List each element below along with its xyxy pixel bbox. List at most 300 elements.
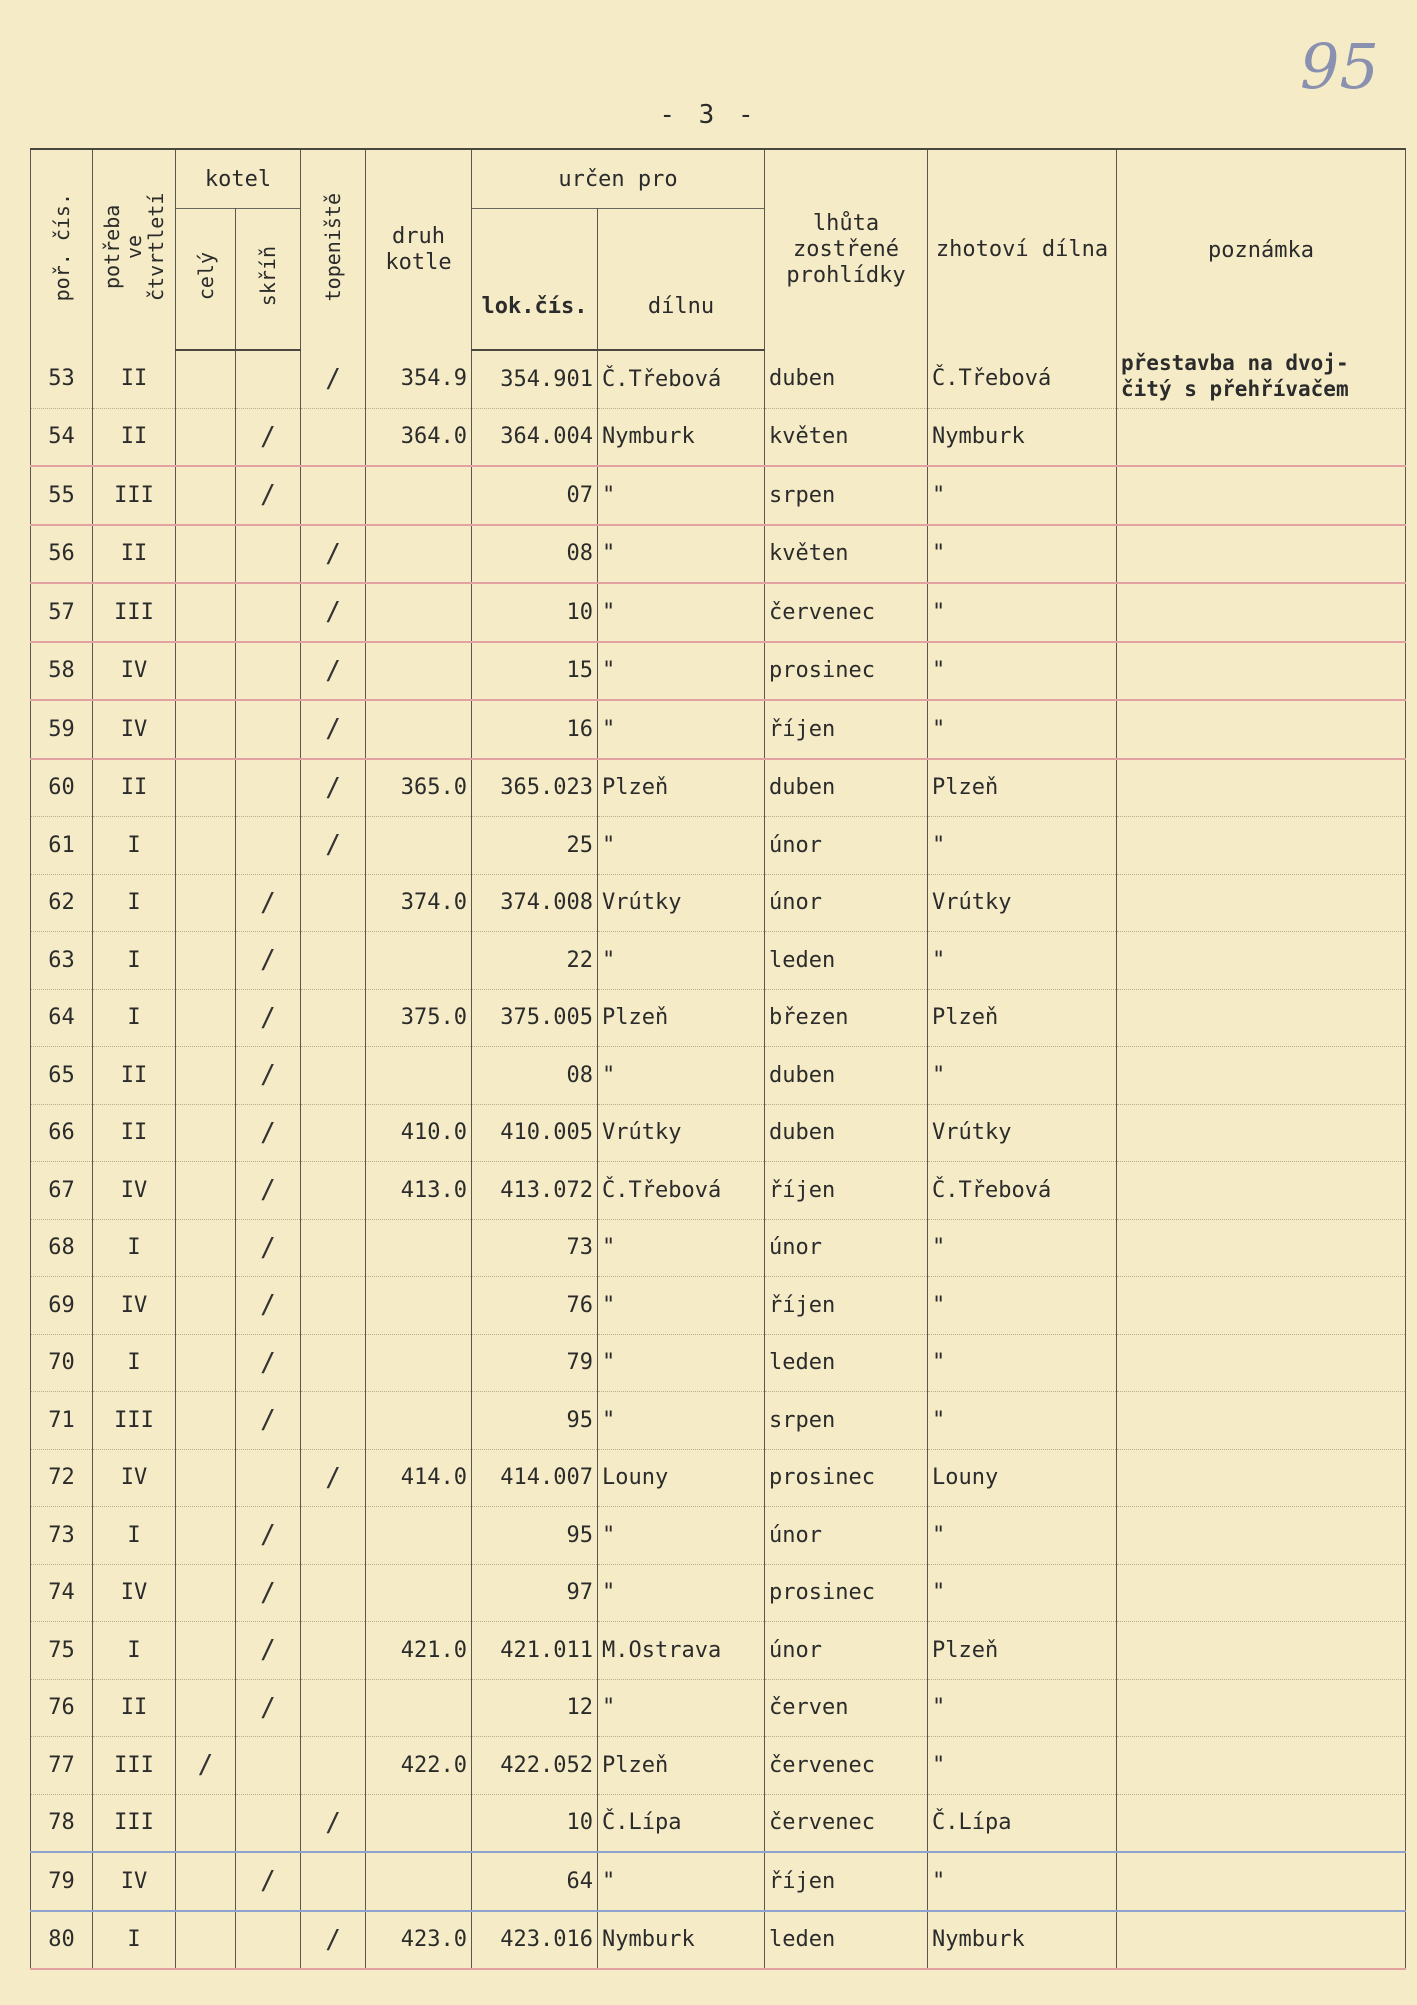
- cell-druh-kotle: 364.0: [366, 408, 472, 466]
- cell-cely: [176, 759, 236, 817]
- cell-skrin: /: [236, 932, 301, 990]
- header-dilnu: dílnu: [598, 209, 765, 351]
- cell-topeniste: [301, 1104, 366, 1162]
- cell-zhotovi: ": [928, 1564, 1117, 1622]
- table-row: [31, 1219, 1406, 1277]
- table-row: [31, 1334, 1406, 1392]
- cell-zhotovi: Č.Třebová: [928, 1162, 1117, 1220]
- cell-lhuta: prosinec: [765, 1449, 928, 1507]
- cell-cely: [176, 817, 236, 875]
- cell-poznamka: [1117, 408, 1406, 466]
- cell-druh-kotle: [366, 583, 472, 642]
- header-lok-cis: lok.čís.: [472, 209, 598, 351]
- cell-lok-cis: 423.016: [472, 1911, 598, 1970]
- cell-cely: [176, 932, 236, 990]
- cell-dilnu: ": [598, 1334, 765, 1392]
- cell-zhotovi: ": [928, 1334, 1117, 1392]
- header-kotel: kotel: [176, 149, 301, 209]
- table-row: [31, 700, 1406, 759]
- cell-lok-cis: 364.004: [472, 408, 598, 466]
- table-row: [31, 1852, 1406, 1911]
- cell-druh-kotle: [366, 1507, 472, 1565]
- cell-dilnu: ": [598, 1392, 765, 1450]
- cell-zhotovi: Plzeň: [928, 759, 1117, 817]
- cell-ctvrtleti: I: [93, 1911, 176, 1970]
- table-row: [31, 1277, 1406, 1335]
- cell-dilnu: Vrútky: [598, 1104, 765, 1162]
- cell-poz: 60: [31, 759, 93, 817]
- cell-topeniste: [301, 1852, 366, 1911]
- cell-cely: [176, 1104, 236, 1162]
- cell-druh-kotle: 354.9: [366, 350, 472, 408]
- cell-ctvrtleti: IV: [93, 1162, 176, 1220]
- cell-lok-cis: 354.901: [472, 350, 598, 408]
- cell-topeniste: /: [301, 1449, 366, 1507]
- cell-lok-cis: 64: [472, 1852, 598, 1911]
- cell-druh-kotle: [366, 525, 472, 584]
- cell-lok-cis: 410.005: [472, 1104, 598, 1162]
- cell-zhotovi: Nymburk: [928, 1911, 1117, 1970]
- cell-poz: 76: [31, 1679, 93, 1737]
- cell-skrin: /: [236, 1392, 301, 1450]
- cell-poz: 58: [31, 642, 93, 701]
- cell-lhuta: prosinec: [765, 642, 928, 701]
- cell-cely: [176, 700, 236, 759]
- table-row: [31, 350, 1406, 408]
- cell-topeniste: /: [301, 525, 366, 584]
- cell-lhuta: červenec: [765, 583, 928, 642]
- cell-poznamka: [1117, 1219, 1406, 1277]
- cell-poznamka: [1117, 1449, 1406, 1507]
- cell-ctvrtleti: II: [93, 759, 176, 817]
- table-row: [31, 1047, 1406, 1105]
- cell-lok-cis: 22: [472, 932, 598, 990]
- cell-cely: [176, 642, 236, 701]
- cell-poz: 65: [31, 1047, 93, 1105]
- cell-topeniste: [301, 1679, 366, 1737]
- cell-lhuta: květen: [765, 408, 928, 466]
- cell-dilnu: Plzeň: [598, 759, 765, 817]
- cell-lok-cis: 414.007: [472, 1449, 598, 1507]
- cell-ctvrtleti: IV: [93, 1852, 176, 1911]
- table-row: [31, 1392, 1406, 1450]
- cell-cely: [176, 1277, 236, 1335]
- cell-cely: [176, 1334, 236, 1392]
- cell-druh-kotle: [366, 1564, 472, 1622]
- cell-druh-kotle: [366, 700, 472, 759]
- cell-skrin: [236, 1794, 301, 1852]
- cell-ctvrtleti: III: [93, 583, 176, 642]
- cell-skrin: /: [236, 989, 301, 1047]
- cell-zhotovi: ": [928, 1679, 1117, 1737]
- cell-cely: [176, 989, 236, 1047]
- cell-topeniste: [301, 1737, 366, 1795]
- cell-poz: 64: [31, 989, 93, 1047]
- cell-topeniste: [301, 1047, 366, 1105]
- cell-ctvrtleti: I: [93, 989, 176, 1047]
- cell-topeniste: [301, 874, 366, 932]
- cell-zhotovi: ": [928, 700, 1117, 759]
- cell-druh-kotle: [366, 642, 472, 701]
- cell-lok-cis: 08: [472, 525, 598, 584]
- table-row: [31, 1449, 1406, 1507]
- cell-poznamka: přestavba na dvoj- čitý s přehřívačem: [1117, 350, 1406, 408]
- cell-skrin: [236, 350, 301, 408]
- cell-lok-cis: 12: [472, 1679, 598, 1737]
- cell-poz: 63: [31, 932, 93, 990]
- header-lhuta: lhůta zostřené prohlídky: [765, 149, 928, 350]
- cell-topeniste: [301, 1564, 366, 1622]
- table-row: [31, 1104, 1406, 1162]
- cell-ctvrtleti: I: [93, 874, 176, 932]
- cell-lok-cis: 73: [472, 1219, 598, 1277]
- cell-poznamka: [1117, 1392, 1406, 1450]
- cell-druh-kotle: [366, 1277, 472, 1335]
- cell-lhuta: červenec: [765, 1794, 928, 1852]
- cell-ctvrtleti: II: [93, 1104, 176, 1162]
- table-row: [31, 1564, 1406, 1622]
- cell-lhuta: únor: [765, 817, 928, 875]
- cell-poznamka: [1117, 700, 1406, 759]
- cell-zhotovi: ": [928, 817, 1117, 875]
- cell-skrin: /: [236, 1162, 301, 1220]
- cell-ctvrtleti: II: [93, 525, 176, 584]
- table-row: [31, 759, 1406, 817]
- cell-topeniste: [301, 1392, 366, 1450]
- cell-druh-kotle: [366, 1047, 472, 1105]
- cell-cely: [176, 583, 236, 642]
- cell-ctvrtleti: II: [93, 1679, 176, 1737]
- cell-poznamka: [1117, 817, 1406, 875]
- cell-lhuta: říjen: [765, 1277, 928, 1335]
- cell-poz: 56: [31, 525, 93, 584]
- cell-topeniste: [301, 1334, 366, 1392]
- cell-lok-cis: 16: [472, 700, 598, 759]
- cell-lhuta: únor: [765, 1622, 928, 1680]
- cell-poznamka: [1117, 1047, 1406, 1105]
- cell-druh-kotle: 413.0: [366, 1162, 472, 1220]
- table-row: [31, 1679, 1406, 1737]
- cell-ctvrtleti: IV: [93, 1277, 176, 1335]
- table-row: [31, 583, 1406, 642]
- cell-topeniste: [301, 1219, 366, 1277]
- cell-ctvrtleti: III: [93, 1794, 176, 1852]
- cell-cely: [176, 1622, 236, 1680]
- cell-poznamka: [1117, 1564, 1406, 1622]
- cell-poz: 80: [31, 1911, 93, 1970]
- cell-druh-kotle: [366, 1334, 472, 1392]
- cell-ctvrtleti: I: [93, 932, 176, 990]
- cell-cely: [176, 1852, 236, 1911]
- cell-lhuta: únor: [765, 874, 928, 932]
- cell-druh-kotle: [366, 932, 472, 990]
- table-row: [31, 642, 1406, 701]
- cell-lok-cis: 421.011: [472, 1622, 598, 1680]
- cell-poznamka: [1117, 1794, 1406, 1852]
- cell-poznamka: [1117, 1852, 1406, 1911]
- cell-dilnu: ": [598, 932, 765, 990]
- cell-lhuta: říjen: [765, 1852, 928, 1911]
- cell-cely: [176, 1162, 236, 1220]
- table-row: [31, 1622, 1406, 1680]
- cell-lhuta: říjen: [765, 1162, 928, 1220]
- cell-zhotovi: ": [928, 1737, 1117, 1795]
- cell-poz: 77: [31, 1737, 93, 1795]
- cell-cely: [176, 1219, 236, 1277]
- cell-skrin: [236, 759, 301, 817]
- cell-skrin: /: [236, 466, 301, 525]
- cell-poznamka: [1117, 759, 1406, 817]
- cell-druh-kotle: [366, 1219, 472, 1277]
- cell-ctvrtleti: IV: [93, 1449, 176, 1507]
- cell-poznamka: [1117, 1507, 1406, 1565]
- cell-dilnu: Plzeň: [598, 989, 765, 1047]
- header-druh-kotle: druh kotle: [366, 149, 472, 350]
- cell-ctvrtleti: I: [93, 1334, 176, 1392]
- cell-zhotovi: Vrútky: [928, 874, 1117, 932]
- header-poz-cis: poř. čís.: [31, 149, 93, 350]
- cell-lok-cis: 79: [472, 1334, 598, 1392]
- cell-poz: 67: [31, 1162, 93, 1220]
- cell-poznamka: [1117, 466, 1406, 525]
- cell-topeniste: [301, 408, 366, 466]
- cell-poznamka: [1117, 583, 1406, 642]
- cell-poz: 53: [31, 350, 93, 408]
- cell-lhuta: březen: [765, 989, 928, 1047]
- cell-poz: 61: [31, 817, 93, 875]
- table-row: [31, 1911, 1406, 1970]
- cell-lok-cis: 10: [472, 583, 598, 642]
- cell-skrin: /: [236, 1219, 301, 1277]
- cell-dilnu: ": [598, 583, 765, 642]
- cell-zhotovi: ": [928, 1277, 1117, 1335]
- table-row: [31, 1737, 1406, 1795]
- cell-poznamka: [1117, 874, 1406, 932]
- cell-poz: 79: [31, 1852, 93, 1911]
- cell-zhotovi: ": [928, 1219, 1117, 1277]
- cell-druh-kotle: 410.0: [366, 1104, 472, 1162]
- cell-cely: [176, 466, 236, 525]
- cell-zhotovi: ": [928, 525, 1117, 584]
- cell-ctvrtleti: III: [93, 466, 176, 525]
- cell-poz: 59: [31, 700, 93, 759]
- cell-dilnu: ": [598, 1564, 765, 1622]
- cell-topeniste: /: [301, 350, 366, 408]
- table-row: [31, 1794, 1406, 1852]
- cell-topeniste: /: [301, 1911, 366, 1970]
- cell-cely: [176, 1911, 236, 1970]
- cell-lhuta: srpen: [765, 466, 928, 525]
- cell-lhuta: únor: [765, 1219, 928, 1277]
- header-zhotovi: zhotoví dílna: [928, 149, 1117, 350]
- cell-zhotovi: ": [928, 1047, 1117, 1105]
- cell-lok-cis: 95: [472, 1507, 598, 1565]
- cell-poznamka: [1117, 642, 1406, 701]
- cell-skrin: /: [236, 874, 301, 932]
- header-poznamka: poznámka: [1117, 149, 1406, 350]
- cell-topeniste: /: [301, 1794, 366, 1852]
- cell-topeniste: /: [301, 583, 366, 642]
- cell-lhuta: prosinec: [765, 1564, 928, 1622]
- cell-dilnu: M.Ostrava: [598, 1622, 765, 1680]
- cell-poznamka: [1117, 1162, 1406, 1220]
- cell-zhotovi: ": [928, 642, 1117, 701]
- cell-topeniste: [301, 989, 366, 1047]
- cell-poznamka: [1117, 1622, 1406, 1680]
- cell-poz: 62: [31, 874, 93, 932]
- cell-cely: [176, 1679, 236, 1737]
- header-topeniste: topeniště: [301, 149, 366, 350]
- cell-dilnu: ": [598, 1852, 765, 1911]
- cell-lok-cis: 97: [472, 1564, 598, 1622]
- cell-druh-kotle: [366, 466, 472, 525]
- cell-poznamka: [1117, 1277, 1406, 1335]
- cell-zhotovi: ": [928, 1852, 1117, 1911]
- cell-topeniste: /: [301, 759, 366, 817]
- cell-ctvrtleti: II: [93, 408, 176, 466]
- cell-poz: 68: [31, 1219, 93, 1277]
- cell-ctvrtleti: I: [93, 1622, 176, 1680]
- cell-poz: 73: [31, 1507, 93, 1565]
- cell-skrin: [236, 817, 301, 875]
- cell-lok-cis: 375.005: [472, 989, 598, 1047]
- table-row: [31, 466, 1406, 525]
- cell-topeniste: /: [301, 642, 366, 701]
- cell-zhotovi: Vrútky: [928, 1104, 1117, 1162]
- cell-lhuta: srpen: [765, 1392, 928, 1450]
- cell-dilnu: ": [598, 1219, 765, 1277]
- table-row: [31, 817, 1406, 875]
- header-skrin: skříň: [236, 209, 301, 351]
- cell-zhotovi: Nymburk: [928, 408, 1117, 466]
- cell-lhuta: červenec: [765, 1737, 928, 1795]
- cell-ctvrtleti: IV: [93, 700, 176, 759]
- cell-cely: [176, 350, 236, 408]
- cell-dilnu: ": [598, 1679, 765, 1737]
- cell-dilnu: ": [598, 466, 765, 525]
- cell-druh-kotle: 422.0: [366, 1737, 472, 1795]
- cell-ctvrtleti: I: [93, 1507, 176, 1565]
- cell-dilnu: Č.Třebová: [598, 1162, 765, 1220]
- cell-skrin: [236, 1911, 301, 1970]
- cell-ctvrtleti: III: [93, 1737, 176, 1795]
- cell-dilnu: Nymburk: [598, 408, 765, 466]
- cell-poz: 55: [31, 466, 93, 525]
- cell-topeniste: [301, 466, 366, 525]
- cell-cely: [176, 1564, 236, 1622]
- cell-dilnu: ": [598, 525, 765, 584]
- cell-cely: [176, 1047, 236, 1105]
- cell-ctvrtleti: III: [93, 1392, 176, 1450]
- cell-druh-kotle: 375.0: [366, 989, 472, 1047]
- cell-lhuta: duben: [765, 759, 928, 817]
- cell-skrin: /: [236, 1104, 301, 1162]
- cell-skrin: /: [236, 1622, 301, 1680]
- cell-dilnu: ": [598, 700, 765, 759]
- cell-lhuta: duben: [765, 1104, 928, 1162]
- cell-skrin: [236, 1449, 301, 1507]
- cell-topeniste: [301, 1622, 366, 1680]
- cell-zhotovi: ": [928, 466, 1117, 525]
- cell-zhotovi: Plzeň: [928, 1622, 1117, 1680]
- cell-druh-kotle: [366, 1852, 472, 1911]
- cell-ctvrtleti: II: [93, 1047, 176, 1105]
- table-row: [31, 1507, 1406, 1565]
- cell-poz: 71: [31, 1392, 93, 1450]
- cell-druh-kotle: 423.0: [366, 1911, 472, 1970]
- cell-poznamka: [1117, 1334, 1406, 1392]
- cell-lok-cis: 365.023: [472, 759, 598, 817]
- cell-lhuta: leden: [765, 1911, 928, 1970]
- cell-lok-cis: 07: [472, 466, 598, 525]
- header-urcen-pro: určen pro: [472, 149, 765, 209]
- cell-topeniste: /: [301, 700, 366, 759]
- cell-poznamka: [1117, 1737, 1406, 1795]
- cell-cely: [176, 525, 236, 584]
- cell-topeniste: [301, 932, 366, 990]
- cell-cely: [176, 1392, 236, 1450]
- cell-poznamka: [1117, 932, 1406, 990]
- cell-skrin: [236, 583, 301, 642]
- cell-poznamka: [1117, 525, 1406, 584]
- cell-zhotovi: Č.Třebová: [928, 350, 1117, 408]
- cell-skrin: [236, 1737, 301, 1795]
- cell-druh-kotle: [366, 817, 472, 875]
- cell-topeniste: [301, 1277, 366, 1335]
- cell-lhuta: leden: [765, 932, 928, 990]
- cell-skrin: [236, 642, 301, 701]
- table-row: [31, 932, 1406, 990]
- cell-lok-cis: 422.052: [472, 1737, 598, 1795]
- cell-druh-kotle: 421.0: [366, 1622, 472, 1680]
- cell-skrin: /: [236, 1564, 301, 1622]
- cell-ctvrtleti: II: [93, 350, 176, 408]
- cell-poz: 57: [31, 583, 93, 642]
- cell-poz: 78: [31, 1794, 93, 1852]
- cell-druh-kotle: 365.0: [366, 759, 472, 817]
- cell-zhotovi: ": [928, 583, 1117, 642]
- cell-dilnu: ": [598, 1047, 765, 1105]
- table-body: [31, 350, 1406, 1969]
- cell-skrin: /: [236, 1852, 301, 1911]
- table-row: [31, 1162, 1406, 1220]
- cell-druh-kotle: [366, 1679, 472, 1737]
- cell-skrin: /: [236, 1277, 301, 1335]
- cell-poz: 75: [31, 1622, 93, 1680]
- cell-skrin: /: [236, 1679, 301, 1737]
- cell-zhotovi: Louny: [928, 1449, 1117, 1507]
- cell-cely: [176, 1449, 236, 1507]
- cell-ctvrtleti: IV: [93, 1564, 176, 1622]
- cell-poznamka: [1117, 1104, 1406, 1162]
- cell-dilnu: ": [598, 1507, 765, 1565]
- cell-druh-kotle: 414.0: [366, 1449, 472, 1507]
- cell-poz: 69: [31, 1277, 93, 1335]
- cell-dilnu: Louny: [598, 1449, 765, 1507]
- cell-cely: /: [176, 1737, 236, 1795]
- cell-skrin: /: [236, 408, 301, 466]
- cell-dilnu: Plzeň: [598, 1737, 765, 1795]
- cell-poz: 72: [31, 1449, 93, 1507]
- table-row: [31, 874, 1406, 932]
- cell-skrin: /: [236, 1334, 301, 1392]
- cell-lok-cis: 15: [472, 642, 598, 701]
- table-row: [31, 408, 1406, 466]
- cell-skrin: [236, 700, 301, 759]
- header-potreba: potřeba ve čtvrtletí: [93, 149, 176, 350]
- cell-poz: 54: [31, 408, 93, 466]
- header-cely: celý: [176, 209, 236, 351]
